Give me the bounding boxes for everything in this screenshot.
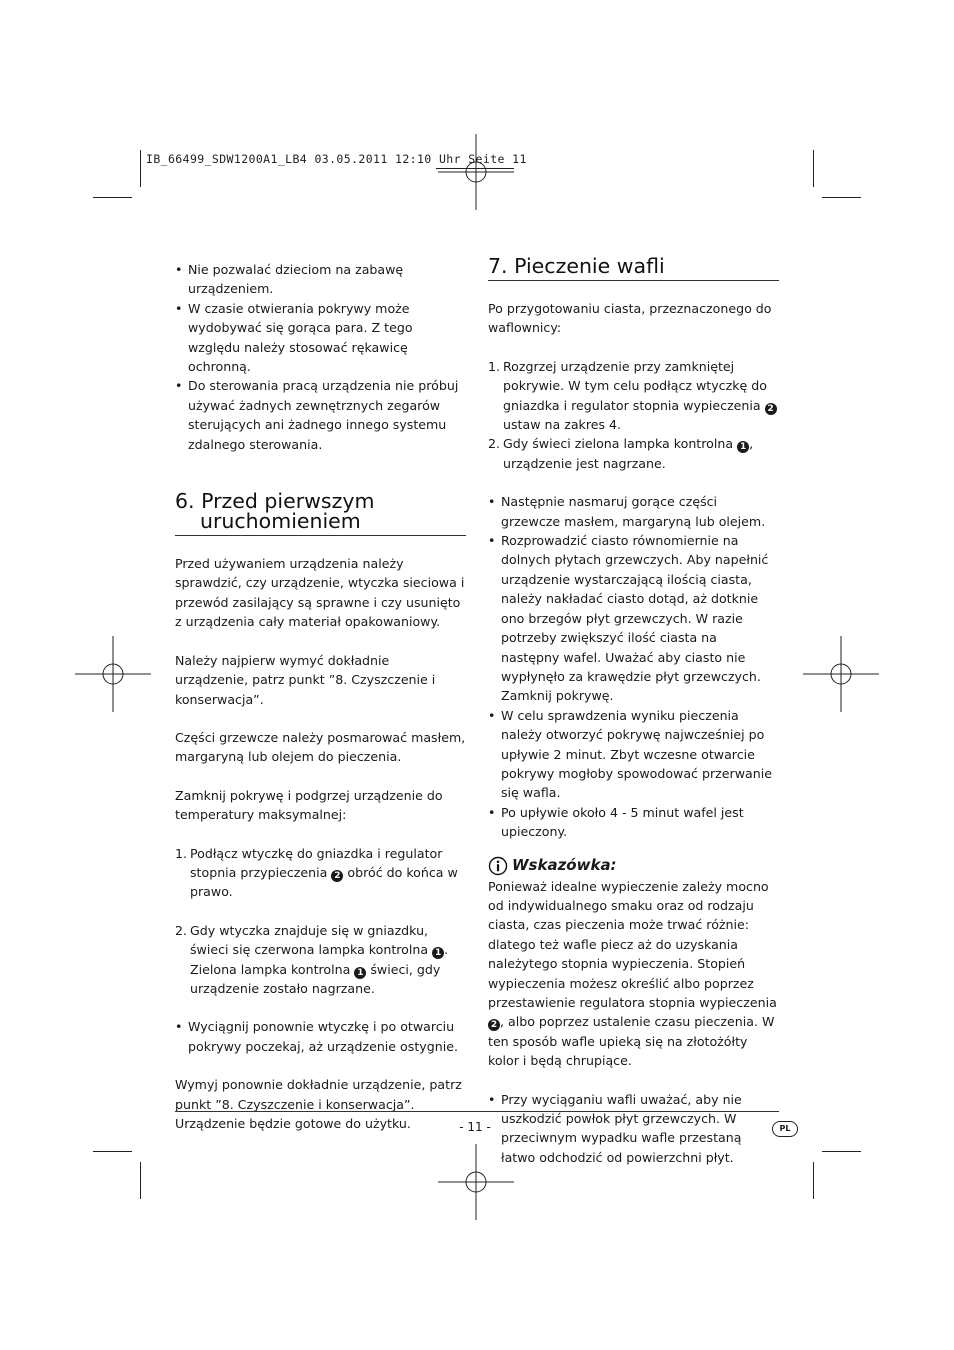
hint-heading bbox=[488, 856, 779, 876]
control-1-icon: 1 bbox=[354, 967, 366, 979]
section-title-7: 7. Pieczenie wafli bbox=[488, 254, 665, 278]
list-item: • Przy wyciąganiu wafli uważać, aby nie uszkodzić powłok płyt grzewczych. W przeciwnym wypadku wafle przestaną łatwo odchodzić od powierzchni płyt. bbox=[488, 1090, 779, 1168]
crop-mark bbox=[93, 1151, 132, 1152]
language-badge: PL bbox=[772, 1121, 798, 1137]
step-number: 2. bbox=[488, 436, 501, 452]
paragraph: Zamknij pokrywę i podgrzej urządzenie do temperatury maksymalnej: bbox=[175, 787, 443, 823]
control-2-icon: 2 bbox=[765, 403, 777, 415]
crop-mark bbox=[813, 150, 814, 187]
bullet-text: Przy wyciąganiu wafli uważać, aby nie uszkodzić powłok płyt grzewczych. W przeciwnym wypadku wafle przestaną łatwo odchodzić od powierzchni płyt. bbox=[501, 1091, 742, 1165]
step-text: , urządzenie jest nagrzane. bbox=[503, 436, 754, 471]
control-1-icon: 1 bbox=[737, 441, 749, 453]
bullet-text: W czasie otwierania pokrywy może wydobywać się gorąca para. Z tego względu należy stosować rękawicę ochronną. bbox=[188, 300, 413, 375]
hint-text: , albo poprzez ustalenie czasu pieczenia. W ten sposób wafle upieką się na złotożółty kolor i będą chrupiące. bbox=[488, 1014, 775, 1069]
bullet-text: Wyciągnij ponownie wtyczkę i po otwarciu pokrywy poczekaj, aż urządzenie ostygnie. bbox=[188, 1019, 458, 1054]
list-item: • Następnie nasmaruj gorące części grzewcze masłem, margaryną lub olejem. bbox=[488, 492, 779, 531]
crop-mark bbox=[93, 197, 132, 198]
step-text: Podłącz wtyczkę do gniazdka i regulator stopnia przypieczenia bbox=[190, 845, 443, 880]
paragraph: Przed używaniem urządzenia należy sprawdzić, czy urządzenie, wtyczka sieciowa i przewód zasilający są sprawne i czy usunięto z urządzenia cały materiał opakowaniowy. bbox=[175, 556, 465, 630]
list-item: • Wyciągnij ponownie wtyczkę i po otwarciu pokrywy poczekaj, aż urządzenie ostygnie. bbox=[175, 1017, 466, 1056]
list-item: • Rozprowadzić ciasto równomiernie na dolnych płytach grzewczych. Aby napełnić urządzenie wystarczającą ilością ciasta, należy nakładać ciasto dotąd, aż dotknie ono brzegów płyt grzewczych. W razie potrzeby zwiększyć ilość ciasta na następny wafel. Uważać aby ciasto nie wypłynęło za krawędzie płyt grzewczych. Zamknij pokrywę. bbox=[488, 531, 779, 706]
list-item: • Do sterowania pracą urządzenia nie próbuj używać żadnych zewnętrznych zegarów sterujących ani żadnego innego systemu zdalnego sterowania. bbox=[175, 376, 466, 454]
right-column bbox=[488, 256, 779, 1167]
registration-mark-right bbox=[803, 636, 879, 712]
step-text: . Zielona lampka kontrolna bbox=[190, 942, 449, 977]
step-number: 1. bbox=[175, 845, 188, 861]
step-number: 2. bbox=[175, 922, 188, 938]
numbered-step bbox=[175, 921, 466, 999]
list-item: • Nie pozwalać dzieciom na zabawę urządzeniem. bbox=[175, 260, 466, 299]
bullet-text: Rozprowadzić ciasto równomiernie na dolnych płytach grzewczych. Aby napełnić urządzenie wystarczającą ilością ciasta, należy nakładać ciasto dotąd, aż dotknie ono brzegów płyt grzewczych. W razie potrzeby zwiększyć ilość ciasta na następny wafel. Uważać aby ciasto nie wypłynęło za krawędzie płyt grzewczych. Zamknij pokrywę. bbox=[501, 533, 769, 704]
section-title-6 bbox=[175, 489, 466, 534]
crop-mark bbox=[822, 197, 861, 198]
bullet-text: Nie pozwalać dzieciom na zabawę urządzeniem. bbox=[188, 262, 404, 297]
step-text: ustaw na zakres 4. bbox=[503, 417, 622, 433]
bullet-text: Po upływie około 4 - 5 minut wafel jest upieczony. bbox=[501, 804, 744, 840]
step-text: Gdy świeci zielona lampka kontrolna bbox=[503, 436, 734, 452]
section-title-line: 6. Przed pierwszym bbox=[175, 489, 375, 514]
info-icon bbox=[488, 856, 508, 876]
step-text: świeci, gdy urządzenie zostało nagrzane. bbox=[190, 961, 441, 996]
paragraph: Należy najpierw wymyć dokładnie urządzenie, patrz punkt ”8. Czyszczenie i konserwacja”. bbox=[175, 652, 436, 707]
bullet-text: Następnie nasmaruj gorące części grzewcze masłem, margaryną lub olejem. bbox=[501, 494, 766, 529]
hint-text: Ponieważ idealne wypieczenie zależy mocno od indywidualnego smaku oraz od rodzaju ciasta, czas pieczenia może trwać różnie: dlatego też wafle piecz aż do uzyskania należytego stopnia wypieczenia. Stopień wypieczenia możesz określić albo poprzez przestawienie regulatora stopnia wypieczenia bbox=[488, 878, 777, 1010]
print-slug-header: IB_66499_SDW1200A1_LB4 03.05.2011 12:10 Uhr Seite 11 bbox=[146, 152, 527, 166]
list-item: • W czasie otwierania pokrywy może wydobywać się gorąca para. Z tego względu należy stosować rękawicę ochronną. bbox=[175, 299, 466, 377]
crop-mark bbox=[813, 1162, 814, 1199]
step-text: Gdy wtyczka znajduje się w gniazdku, świeci się czerwona lampka kontrolna bbox=[190, 922, 429, 958]
step-text: obróć do końca w prawo. bbox=[190, 864, 458, 900]
control-2-icon: 2 bbox=[488, 1019, 500, 1031]
bullet-text: W celu sprawdzenia wyniku pieczenia należy otworzyć pokrywę najwcześniej po upływie 2 minut. Zbyt wczesne otwarcie pokrywy mogłoby spowodować przerwanie się wafla. bbox=[501, 707, 772, 801]
crop-mark bbox=[140, 150, 141, 187]
step-text: Rozgrzej urządzenie przy zamkniętej pokrywie. W tym celu podłącz wtyczkę do gniazdka i regulator stopnia wypieczenia bbox=[503, 358, 767, 413]
control-1-icon: 1 bbox=[432, 947, 444, 959]
paragraph: Po przygotowaniu ciasta, przeznaczonego do waflownicy: bbox=[488, 301, 772, 336]
hint-paragraph bbox=[488, 877, 779, 1071]
bullet-text: Do sterowania pracą urządzenia nie próbuj używać żadnych zewnętrznych zegarów sterujących ani żadnego innego systemu zdalnego sterowania. bbox=[188, 378, 459, 452]
numbered-step bbox=[488, 357, 779, 435]
page-number: - 11 - bbox=[459, 1120, 491, 1134]
section-title-line: uruchomieniem bbox=[200, 509, 361, 534]
paragraph: Części grzewcze należy posmarować masłem, margaryną lub olejem do pieczenia. bbox=[175, 729, 466, 765]
numbered-step bbox=[175, 844, 466, 902]
step-number: 1. bbox=[488, 358, 501, 374]
control-2-icon: 2 bbox=[331, 870, 343, 882]
hint-title: Wskazówka: bbox=[512, 856, 617, 875]
numbered-step bbox=[488, 434, 779, 473]
list-item: • W celu sprawdzenia wyniku pieczenia należy otworzyć pokrywę najwcześniej po upływie 2 minut. Zbyt wczesne otwarcie pokrywy mogłoby spowodować przerwanie się wafla. bbox=[488, 706, 779, 803]
left-column bbox=[175, 260, 466, 1133]
paragraph: Wymyj ponownie dokładnie urządzenie, patrz punkt ”8. Czyszczenie i konserwacja”. Urządzenie będzie gotowe do użytku. bbox=[175, 1077, 462, 1131]
crop-mark bbox=[140, 1162, 141, 1199]
registration-mark-top bbox=[438, 134, 514, 210]
list-item: • Po upływie około 4 - 5 minut wafel jest upieczony. bbox=[488, 803, 779, 842]
footer-rule bbox=[175, 1111, 779, 1112]
crop-mark bbox=[822, 1151, 861, 1152]
registration-mark-left bbox=[75, 636, 151, 712]
